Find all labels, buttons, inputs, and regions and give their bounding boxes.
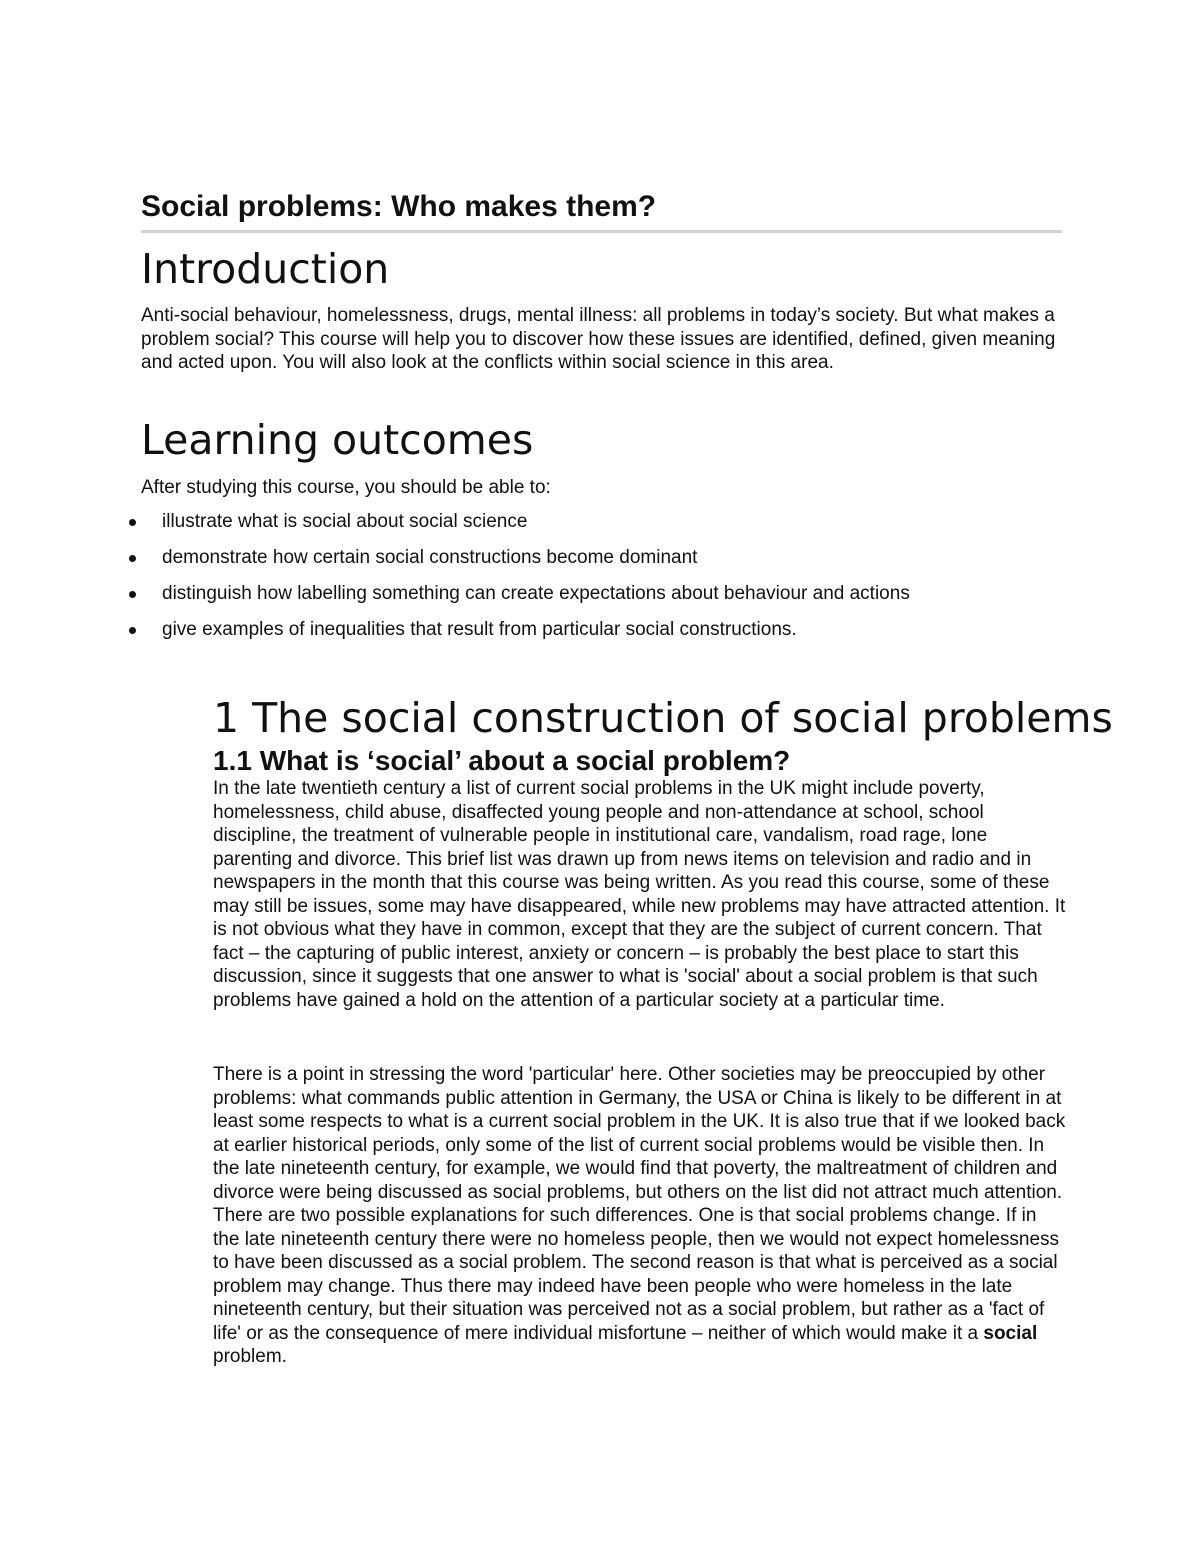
bullet-icon [129, 519, 136, 526]
list-item [120, 510, 1070, 546]
introduction-paragraph: Anti-social behaviour, homelessness, drugs, mental illness: all problems in today’s society. But what makes a problem social? This course will help you to discover how these issues are identified, defined, given meaning and acted upon. You will also look at the conflicts within social science in this area. [141, 305, 1056, 373]
emphasis-social: social [983, 1322, 1038, 1344]
introduction-heading: Introduction [141, 245, 390, 293]
learning-outcomes-intro: After studying this course, you should be able to: [141, 477, 551, 498]
bullet-icon [129, 627, 136, 634]
list-item-text: demonstrate how certain social constructions become dominant [162, 547, 698, 568]
list-item [120, 582, 1070, 618]
paragraph-2-text: There is a point in stressing the word 'particular' here. Other societies may be preoccupied by other problems: what commands public attention in Germany, the USA or China is likely to be different in at least some respects to what is a current social problem in the UK. It is also true that if we looked back at earlier historical periods, only some of the list of current social problems would be visible then. In the late nineteenth century, for example, we would find that poverty, the maltreatment of children and divorce were being discussed as social problems, but others on the list did not attract much attention. There are two possible explanations for such differences. One is that social problems change. If in the late nineteenth century there were no homeless people, then we would not expect homelessness to have been discussed as a social problem. The second reason is that what is perceived as a social problem may change. Thus there may indeed have been people who were homeless in the late nineteenth century, but their situation was perceived not as a social problem, but rather as a 'fact of life' or as the consequence of mere individual misfortune – neither of which would make it a [213, 1064, 1066, 1344]
subsection-paragraph-1: In the late twentieth century a list of current social problems in the UK might include poverty, homelessness, child abuse, disaffected young people and non-attendance at school, school discipline, the treatment of vulnerable people in institutional care, vandalism, road rage, lone parenting and divorce. This brief list was drawn up from news items on television and radio and in newspapers in the month that this course was being written. As you read this course, some of these may still be issues, some may have disappeared, while new problems may have attracted attention. It is not obvious what they have in common, except that they are the subject of current concern. That fact – the capturing of public interest, anxiety or concern – is probably the best place to start this discussion, since it suggests that one answer to what is 'social' about a social problem is that such problems have gained a hold on the attention of a particular society at a particular time. [213, 778, 1066, 1011]
list-item [120, 546, 1070, 582]
paragraph-2-end: problem. [213, 1346, 287, 1367]
learning-outcomes-heading: Learning outcomes [141, 416, 534, 464]
bullet-icon [129, 591, 136, 598]
subsection-paragraph-2 [213, 1063, 1068, 1369]
learning-outcomes-list [120, 510, 1070, 654]
document-title: Social problems: Who makes them? [141, 190, 657, 223]
section-1-heading: 1 The social construction of social problems [213, 694, 1113, 742]
list-item [120, 618, 1070, 654]
list-item-text: give examples of inequalities that result from particular social constructions. [162, 619, 797, 640]
subsection-1-1-heading: 1.1 What is ‘social’ about a social problem? [213, 745, 791, 776]
list-item-text: illustrate what is social about social science [162, 511, 528, 532]
title-divider [141, 230, 1062, 233]
bullet-icon [129, 555, 136, 562]
list-item-text: distinguish how labelling something can create expectations about behaviour and actions [162, 583, 910, 604]
